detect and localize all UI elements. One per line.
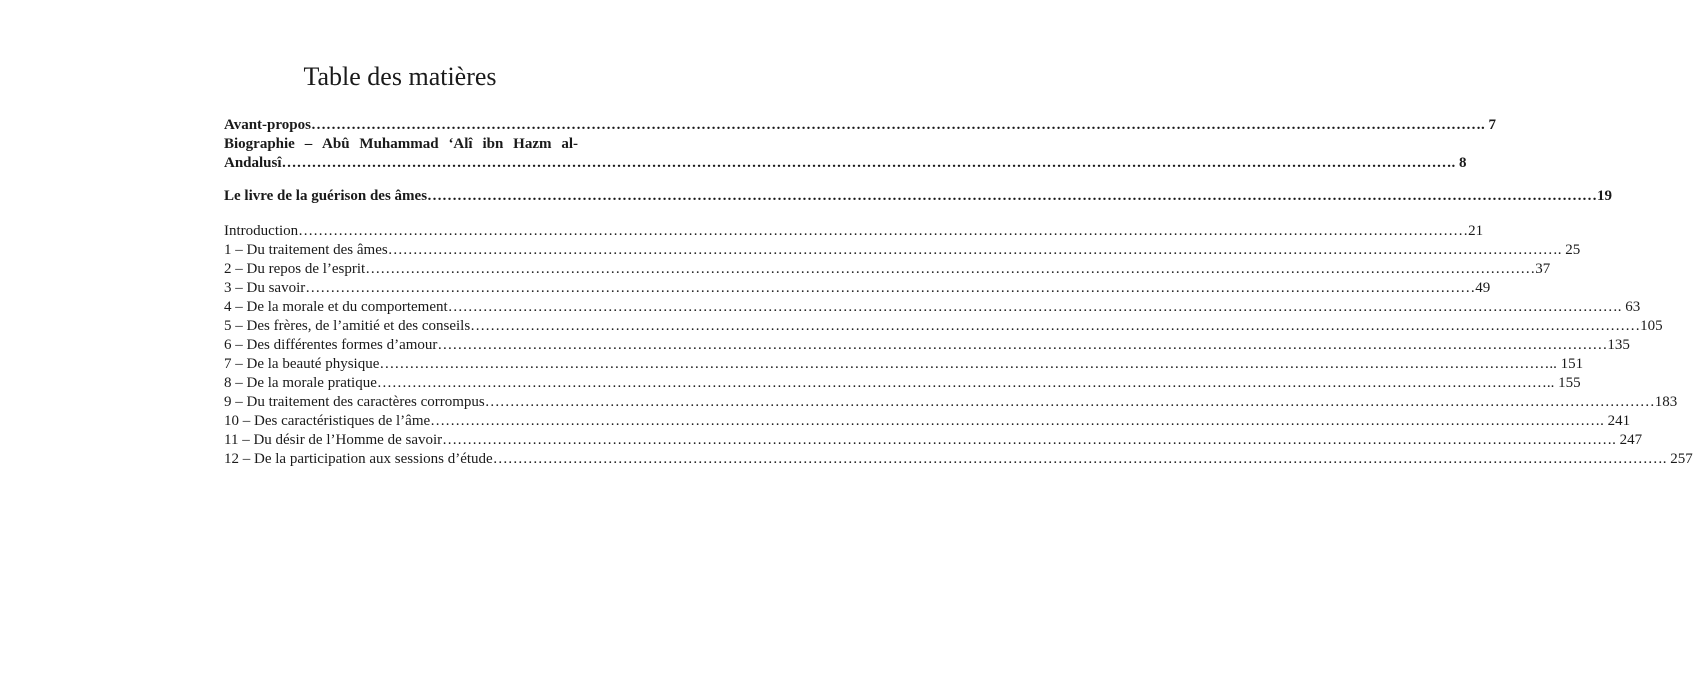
page-title: Table des matières xyxy=(303,62,497,91)
leader-dots: ……………………………………………………………………………………………………………………………………………………………………………………………………………… xyxy=(447,299,1618,315)
toc-entry-page: 105 xyxy=(1640,318,1663,334)
toc-entry-label: Avant-propos xyxy=(224,117,311,133)
leader-dots: ……………………………………………………………………………………………………………………………………………………………………………………………………………… xyxy=(298,223,1469,239)
leader-dots: ……………………………………………………………………………………………………………………………………………………………………………………………………………… xyxy=(437,337,1608,353)
toc-entry-page: 19 xyxy=(1597,188,1613,204)
leader-dots: ……………………………………………………………………………………………………………………………………………………………………………………………………………… xyxy=(281,155,1452,171)
leader-dots: ……………………………………………………………………………………………………………………………………………………………………………………………………………… xyxy=(387,242,1558,258)
leader-dots: ……………………………………………………………………………………………………………………………………………………………………………………………………………… xyxy=(430,413,1601,429)
toc-entry-page: . 63 xyxy=(1617,299,1641,315)
toc-entry-introduction xyxy=(224,222,1484,241)
word: Abû xyxy=(322,136,350,152)
toc-entry-page: . 241 xyxy=(1600,413,1631,429)
toc-entry-page: 21 xyxy=(1468,223,1484,239)
toc-entry-chapter-8 xyxy=(224,374,1581,393)
leader-dots: ……………………………………………………………………………………………………………………………………………………………………………………………………………… xyxy=(365,261,1536,277)
toc-entry-label: 7 – De la beauté physique xyxy=(224,356,380,372)
toc-entry-label: Le livre de la guérison des âmes xyxy=(224,188,428,204)
toc-entry-chapter-10 xyxy=(224,412,1631,431)
toc-entry-label: 5 – Des frères, de l’amitié et des conseils xyxy=(224,318,471,334)
leader-dots: ……………………………………………………………………………………………………………………………………………………………………………………………………………… xyxy=(442,432,1613,448)
toc-entry-page: . 25 xyxy=(1557,242,1581,258)
toc-entry-page: . 8 xyxy=(1451,155,1467,171)
toc-entry-avant-propos xyxy=(224,116,1496,135)
toc-entry-label: 12 – De la participation aux sessions d’étude xyxy=(224,451,493,467)
toc-entry-label: 11 – Du désir de l’Homme de savoir xyxy=(224,432,443,448)
word: Muhammad xyxy=(359,136,439,152)
toc-entry-label: 2 – Du repos de l’esprit xyxy=(224,261,366,277)
toc-entry-label: 3 – Du savoir xyxy=(224,280,306,296)
word: Hazm xyxy=(513,136,552,152)
leader-dots: ……………………………………………………………………………………………………………………………………………………………………………………………………………… xyxy=(305,280,1476,296)
toc-entry-chapter-2 xyxy=(224,260,1551,279)
toc-entry-biographie-line2 xyxy=(224,154,1467,173)
toc-entry-page: . 247 xyxy=(1612,432,1643,448)
toc-entry-chapter-4 xyxy=(224,298,1641,317)
toc-entry-page: .. 155 xyxy=(1546,375,1581,391)
toc-entry-page: . 7 xyxy=(1480,117,1496,133)
toc-entry-page: 135 xyxy=(1607,337,1630,353)
toc-entry-page: .. 151 xyxy=(1549,356,1584,372)
toc-entry-label: 1 – Du traitement des âmes xyxy=(224,242,388,258)
toc-entry-chapter-3 xyxy=(224,279,1491,298)
toc-entry-chapter-6 xyxy=(224,336,1630,355)
toc-entry-label: 8 – De la morale pratique xyxy=(224,375,377,391)
toc-entry-chapter-1 xyxy=(224,241,1581,260)
leader-dots: ……………………………………………………………………………………………………………………………………………………………………………………………………………… xyxy=(310,117,1481,133)
toc-entry-label: 4 – De la morale et du comportement xyxy=(224,299,448,315)
toc-entry-label: 10 – Des caractéristiques de l’âme xyxy=(224,413,431,429)
leader-dots: ……………………………………………………………………………………………………………………………………………………………………………………………………………… xyxy=(379,356,1550,372)
word: al- xyxy=(561,136,578,152)
word: ibn xyxy=(482,136,504,152)
toc-entry-page: 49 xyxy=(1475,280,1491,296)
toc-entry-label: 9 – Du traitement des caractères corrompus xyxy=(224,394,485,410)
toc-entry-livre xyxy=(224,187,1613,206)
toc-entry-chapter-12 xyxy=(224,450,1693,469)
toc-entry-label: Andalusî xyxy=(224,155,282,171)
word: Biographie xyxy=(224,136,295,152)
toc-entry-page: . 257 xyxy=(1662,451,1693,467)
toc-entry-chapter-9 xyxy=(224,393,1678,412)
word: – xyxy=(304,136,313,152)
toc-entry-label: 6 – Des différentes formes d’amour xyxy=(224,337,438,353)
toc-entry-label: Introduction xyxy=(224,223,299,239)
leader-dots: ……………………………………………………………………………………………………………………………………………………………………………………………………………… xyxy=(427,188,1598,204)
leader-dots: ……………………………………………………………………………………………………………………………………………………………………………………………………………… xyxy=(470,318,1641,334)
toc-entry-chapter-11 xyxy=(224,431,1643,450)
toc-entry-page: 183 xyxy=(1654,394,1678,410)
leader-dots: ……………………………………………………………………………………………………………………………………………………………………………………………………………… xyxy=(492,451,1663,467)
word: ‘Alî xyxy=(448,136,473,152)
toc-entry-biographie-line1 xyxy=(224,135,578,154)
leader-dots: ……………………………………………………………………………………………………………………………………………………………………………………………………………… xyxy=(484,394,1655,410)
leader-dots: ……………………………………………………………………………………………………………………………………………………………………………………………………………… xyxy=(376,375,1547,391)
toc-entry-chapter-5 xyxy=(224,317,1663,336)
toc-entry-chapter-7 xyxy=(224,355,1584,374)
toc-entry-page: 37 xyxy=(1535,261,1551,277)
